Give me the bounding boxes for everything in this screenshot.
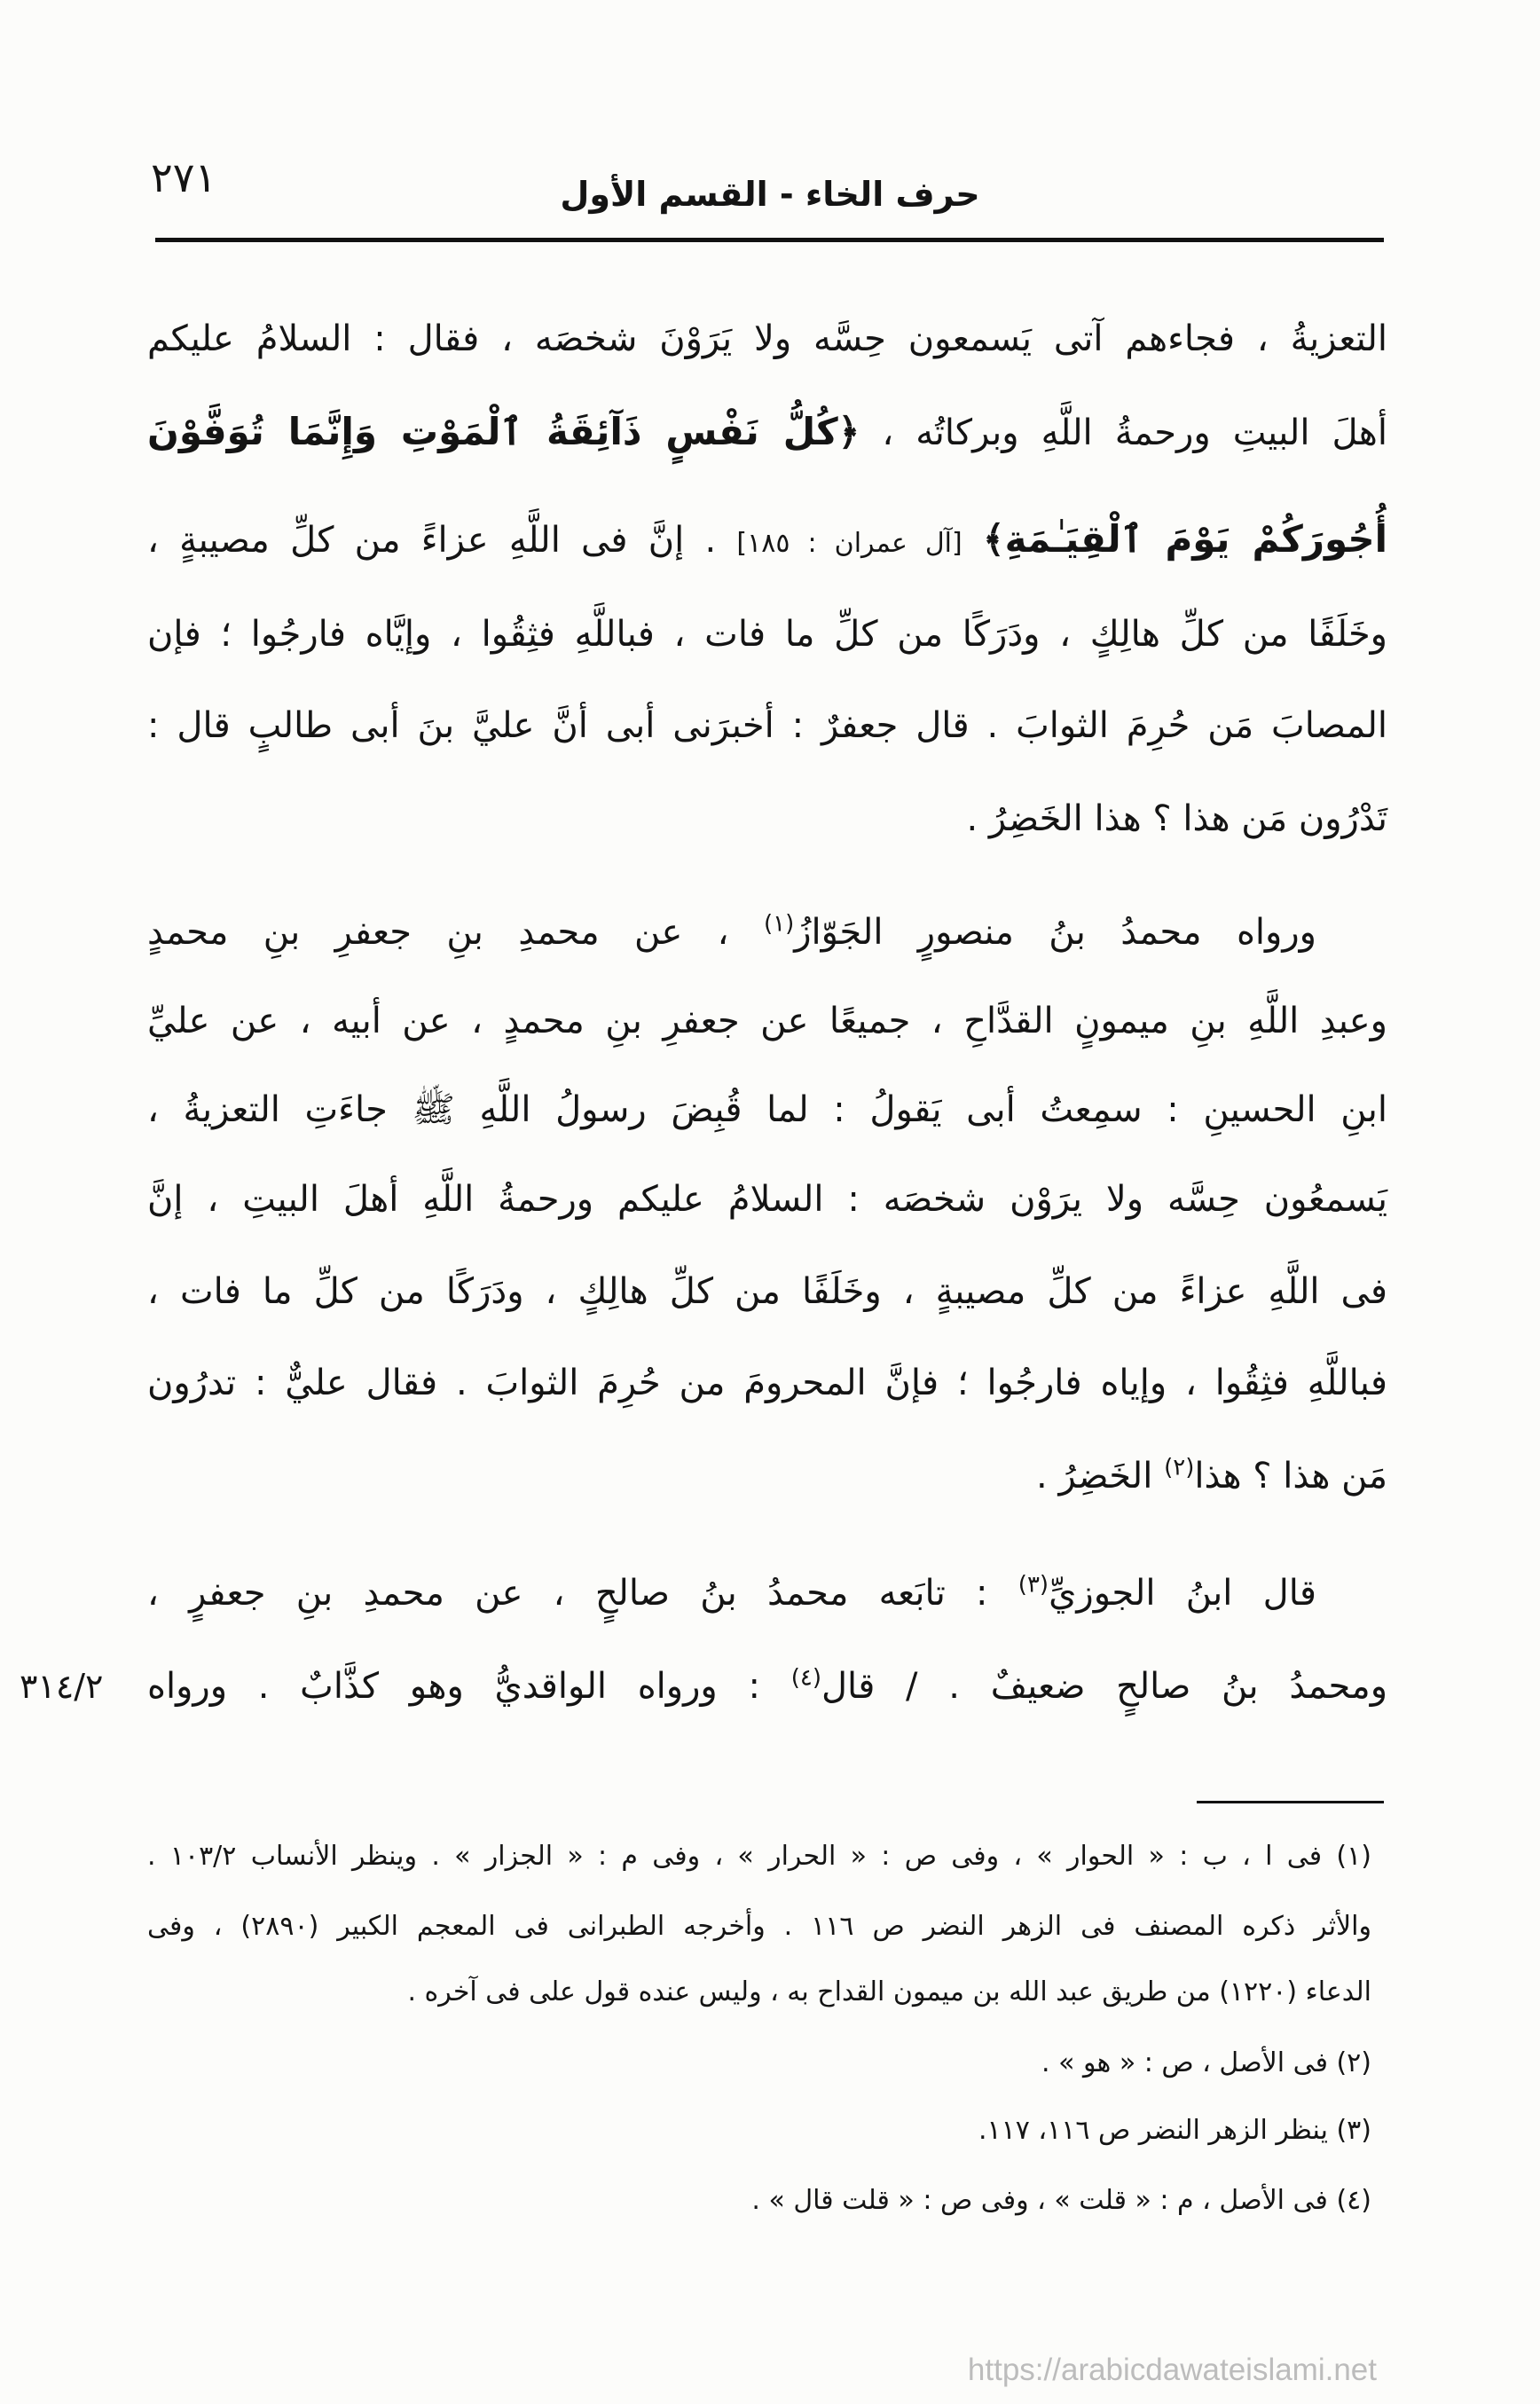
text-segment: مَن هذا ؟ هذا [1194, 1456, 1387, 1497]
header-rule [155, 238, 1384, 242]
text-line [147, 1434, 1387, 1519]
text-line: فباللَّهِ فثِقُوا ، وإياه فارجُوا ؛ فإنَّ المحرومَ من حُرِمَ الثوابَ . فقال عليٌّ : تدرُون [147, 1363, 1387, 1403]
footnote-line: (٢) فى الأصل ، ص : « هو » . [1041, 2047, 1371, 2078]
text-segment: ورواه محمدُ بنُ منصورٍ الجَوّازُ [794, 912, 1316, 953]
watermark-url: https://arabicdawateislami.net [967, 2353, 1377, 2387]
text-segment: ، عن محمدِ بنِ جعفرِ بنِ محمدٍ [147, 912, 729, 953]
footnote-reference: (٢) [1164, 1454, 1195, 1481]
text-segment: قال ابنُ الجوزيِّ [1049, 1573, 1317, 1614]
footnote-reference: (٤) [790, 1664, 821, 1692]
text-line: ابنِ الحسينِ : سمِعتُ أبى يَقولُ : لما قُبِضَ رسولُ اللَّهِ ﷺ جاءَتِ التعزيةُ ، [147, 1089, 1387, 1130]
text-line: تَدْرُون مَن هذا ؟ هذا الخَضِرُ . [966, 798, 1387, 839]
text-segment: . إنَّ فى اللَّهِ عزاءً من كلِّ مصيبةٍ ، [147, 520, 717, 561]
quran-quote: أُجُورَكُمْ يَوْمَ ٱلْقِيَـٰمَةِ﴾ [982, 517, 1388, 561]
margin-note: ٣١٤/٢ [20, 1667, 104, 1706]
quran-quote: ﴿كُلُّ نَفْسٍ ذَآئِقَةُ ٱلْمَوْتِ وَإِنَّمَا تُوَفَّوْنَ [147, 410, 860, 453]
text-line [147, 1644, 1387, 1729]
footnote-line: الدعاء (١٢٢٠) من طريق عبد الله بن ميمون القداح به ، وليس عنده قول على فى آخره . [407, 1976, 1371, 2007]
footnote-line: (٣) ينظر الزهر النضر ص ١١٦، ١١٧. [978, 2115, 1371, 2146]
text-line: يَسمعُون حِسَّه ولا يرَوْن شخصَه : السلامُ عليكم ورحمةُ اللَّهِ أهلَ البيتِ ، إنَّ [147, 1179, 1387, 1220]
page-number: ٢٧١ [151, 153, 217, 201]
text-line [147, 890, 1387, 975]
text-segment: أهلَ البيتِ ورحمةُ اللَّهِ وبركاتُه ، [882, 412, 1388, 453]
text-line: التعزيةُ ، فجاءهم آتى يَسمعون حِسَّه ولا يَرَوْنَ شخصَه ، فقال : السلامُ عليكم [147, 318, 1387, 359]
text-segment: الخَضِرُ . [1036, 1456, 1153, 1497]
text-segment: ومحمدُ بنُ صالحٍ ضعيفٌ . / قال [821, 1666, 1388, 1707]
text-line: فى اللَّهِ عزاءً من كلِّ مصيبةٍ ، وخَلَفًا من كلِّ هالِكٍ ، ودَرَكًا من كلِّ ما فات ، [147, 1271, 1387, 1312]
text-line [147, 1551, 1387, 1636]
footnote-line: (١) فى ا ، ب : « الحوار » ، وفى ص : « الحرار » ، وفى م : « الجزار » . وينظر الأنساب ١٠٣/٢ . [147, 1841, 1371, 1872]
text-line: وعبدِ اللَّهِ بنِ ميمونٍ القدَّاحِ ، جميعًا عن جعفرِ بنِ محمدٍ ، عن أبيه ، عن عليِّ [147, 1001, 1387, 1041]
text-segment: : تابَعه محمدُ بنُ صالحٍ ، عن محمدِ بنِ جعفرٍ ، [147, 1573, 988, 1614]
footnote-separator [1197, 1801, 1384, 1803]
footnote-line: والأثر ذكره المصنف فى الزهر النضر ص ١١٦ . وأخرجه الطبرانى فى المعجم الكبير (٢٨٩٠) ، وفى [147, 1911, 1371, 1942]
text-line: المصابَ مَن حُرِمَ الثوابَ . قال جعفرٌ : أخبرَنى أبى أنَّ عليَّ بنَ أبى طالبٍ قال : [147, 705, 1387, 746]
footnote-reference: (١) [763, 910, 795, 938]
text-line [147, 389, 1387, 475]
footnote-line: (٤) فى الأصل ، م : « قلت » ، وفى ص : « قلت قال » . [751, 2185, 1371, 2216]
text-line: وخَلَفًا من كلِّ هالِكٍ ، ودَرَكًا من كلِّ ما فات ، فباللَّهِ فثِقُوا ، وإيَّاه فارجُوا ؛ فإن [147, 614, 1387, 655]
running-title: حرف الخاء - القسم الأول [560, 175, 980, 214]
quran-reference: [آل عمران : ١٨٥] [736, 528, 962, 559]
text-line [147, 497, 1387, 582]
footnote-reference: (٣) [1018, 1571, 1049, 1599]
text-segment: : ورواه الواقديُّ وهو كذَّابٌ . ورواه [147, 1666, 760, 1707]
